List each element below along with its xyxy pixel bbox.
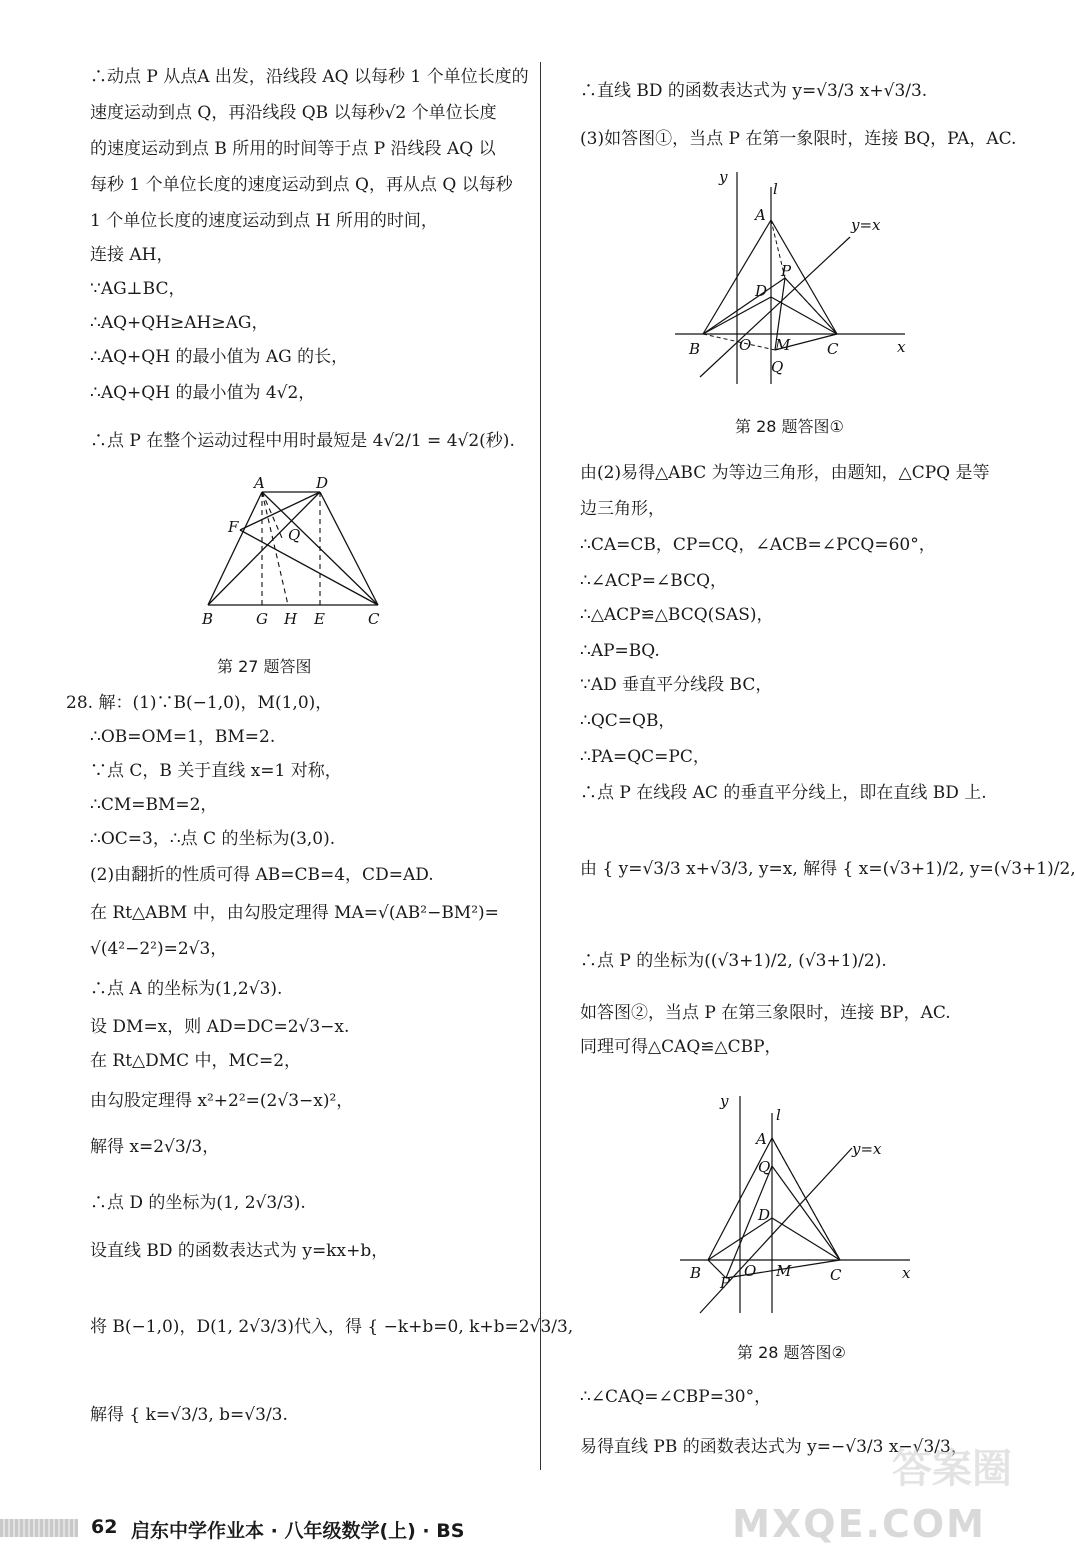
label-l: l <box>773 180 778 198</box>
text-line: (3)如答图①，当点 P 在第一象限时，连接 BQ，PA，AC. <box>580 129 1017 149</box>
label-H: H <box>284 610 298 628</box>
label-Q: Q <box>758 1158 771 1176</box>
text-line: ∴OB=OM=1，BM=2. <box>90 727 276 747</box>
text-line: ∴CM=BM=2， <box>90 795 218 815</box>
label-l: l <box>776 1106 781 1124</box>
label-Q: Q <box>771 358 784 376</box>
text-line: ∴直线 BD 的函数表达式为 y=√3/3 x+√3/3. <box>580 81 928 101</box>
text-line: ∴点 D 的坐标为(1, 2√3/3). <box>90 1193 306 1213</box>
label-y-eq-x: y=x <box>851 216 881 234</box>
figure-28-1 <box>675 162 915 384</box>
text-line: ∴AP=BQ. <box>580 641 660 661</box>
text-line: 28. 解：(1)∵B(−1,0)，M(1,0)， <box>66 693 333 713</box>
text-line: ∴∠ACP=∠BCQ， <box>580 571 728 591</box>
label-A: A <box>756 1130 767 1148</box>
text-line: 在 Rt△ABM 中，由勾股定理得 MA=√(AB²−BM²)= <box>90 903 499 923</box>
text-line: 解得 { k=√3/3, b=√3/3. <box>90 1405 288 1425</box>
text-line: ∴∠CAQ=∠CBP=30°， <box>580 1387 772 1407</box>
text-line: 的速度运动到点 B 所用的时间等于点 P 沿线段 AQ 以 <box>90 139 496 159</box>
label-x: x <box>897 338 906 356</box>
label-F: F <box>228 518 239 536</box>
text-line: ∴PA=QC=PC， <box>580 747 710 767</box>
label-D: D <box>755 282 768 300</box>
label-C: C <box>827 340 839 358</box>
label-y: y <box>720 1092 729 1110</box>
figure-28-2-caption: 第 28 题答图② <box>737 1343 846 1362</box>
figure-28-2 <box>680 1088 920 1320</box>
text-line: ∴OC=3，∴点 C 的坐标为(3,0). <box>90 829 336 849</box>
text-line: 同理可得△CAQ≌△CBP， <box>580 1037 782 1057</box>
text-line: ∴AQ+QH 的最小值为 AG 的长， <box>90 347 349 367</box>
label-B: B <box>690 1264 702 1282</box>
text-line: ∴AQ+QH≥AH≥AG， <box>90 313 269 333</box>
text-line: 将 B(−1,0)，D(1, 2√3/3)代入，得 { −k+b=0, k+b=2√3/3, <box>90 1317 574 1337</box>
label-A: A <box>755 206 766 224</box>
text-line: √(4²−2²)=2√3， <box>90 939 228 959</box>
text-line: ∵AD 垂直平分线段 BC， <box>580 675 773 695</box>
label-O: O <box>744 1262 757 1280</box>
text-line: ∴QC=QB， <box>580 711 676 731</box>
label-y-eq-x: y=x <box>852 1140 882 1158</box>
figure-28-1-caption: 第 28 题答图① <box>735 417 844 436</box>
text-line: 由勾股定理得 x²+2²=(2√3−x)²， <box>90 1091 354 1111</box>
text-line: ∵AG⊥BC， <box>90 279 186 299</box>
label-D: D <box>758 1206 771 1224</box>
text-line: 设 DM=x，则 AD=DC=2√3−x. <box>90 1017 350 1037</box>
book-title: 启东中学作业本 · 八年级数学(上) · BS <box>131 1520 465 1542</box>
text-line: 由 { y=√3/3 x+√3/3, y=x, 解得 { x=(√3+1)/2, y=(√3+1)/2, <box>580 859 1076 879</box>
label-C: C <box>830 1266 842 1284</box>
label-G: G <box>256 610 268 628</box>
watermark: MXQE.COM <box>732 1502 986 1546</box>
text-line: 每秒 1 个单位长度的速度运动到点 Q，再从点 Q 以每秒 <box>90 175 513 195</box>
figure-27 <box>190 470 400 632</box>
text-line: 易得直线 PB 的函数表达式为 y=−√3/3 x−√3/3， <box>580 1437 968 1457</box>
text-line: ∴点 P 在整个运动过程中用时最短是 4√2/1 = 4√2(秒). <box>90 431 515 451</box>
label-M: M <box>775 336 791 354</box>
watermark-logo: 答案圈 <box>892 1446 1012 1492</box>
text-line: ∴CA=CB，CP=CQ，∠ACB=∠PCQ=60°， <box>580 535 936 555</box>
label-C: C <box>368 610 380 628</box>
page-number: 62 <box>91 1516 118 1538</box>
text-line: 解得 x=2√3/3， <box>90 1137 220 1157</box>
footer-decoration <box>0 1519 78 1537</box>
text-line: (2)由翻折的性质可得 AB=CB=4，CD=AD. <box>90 865 434 885</box>
label-O: O <box>739 336 752 354</box>
text-line: 速度运动到点 Q，再沿线段 QB 以每秒√2 个单位长度 <box>90 103 497 123</box>
text-line: ∴动点 P 从点A 出发，沿线段 AQ 以每秒 1 个单位长度的 <box>90 67 529 87</box>
text-line: 连接 AH， <box>90 245 174 265</box>
text-line: ∴AQ+QH 的最小值为 4√2， <box>90 383 316 403</box>
text-line: 设直线 BD 的函数表达式为 y=kx+b， <box>90 1241 389 1261</box>
label-B: B <box>689 340 701 358</box>
text-line: 1 个单位长度的速度运动到点 H 所用的时间， <box>90 211 438 231</box>
figure-27-caption: 第 27 题答图 <box>217 657 312 676</box>
text-line: ∴△ACP≌△BCQ(SAS)， <box>580 605 774 625</box>
label-A: A <box>254 474 265 492</box>
text-line: ∵点 C，B 关于直线 x=1 对称， <box>90 761 342 781</box>
label-M: M <box>776 1262 792 1280</box>
text-line: 边三角形， <box>580 499 665 519</box>
text-line: 如答图②，当点 P 在第三象限时，连接 BP，AC. <box>580 1003 951 1023</box>
label-y: y <box>719 168 728 186</box>
label-P: P <box>781 262 792 280</box>
label-B: B <box>202 610 214 628</box>
text-line: 在 Rt△DMC 中，MC=2， <box>90 1051 302 1071</box>
label-x: x <box>902 1264 911 1282</box>
text-line: 由(2)易得△ABC 为等边三角形，由题知，△CPQ 是等 <box>580 463 990 483</box>
label-Q: Q <box>288 526 301 544</box>
text-line: ∴点 P 在线段 AC 的垂直平分线上，即在直线 BD 上. <box>580 783 987 803</box>
text-line: ∴点 A 的坐标为(1,2√3). <box>90 979 283 999</box>
label-D: D <box>316 474 329 492</box>
label-P: P <box>720 1274 731 1292</box>
column-divider <box>540 62 541 1470</box>
text-line: ∴点 P 的坐标为((√3+1)/2, (√3+1)/2). <box>580 951 887 971</box>
label-E: E <box>314 610 325 628</box>
